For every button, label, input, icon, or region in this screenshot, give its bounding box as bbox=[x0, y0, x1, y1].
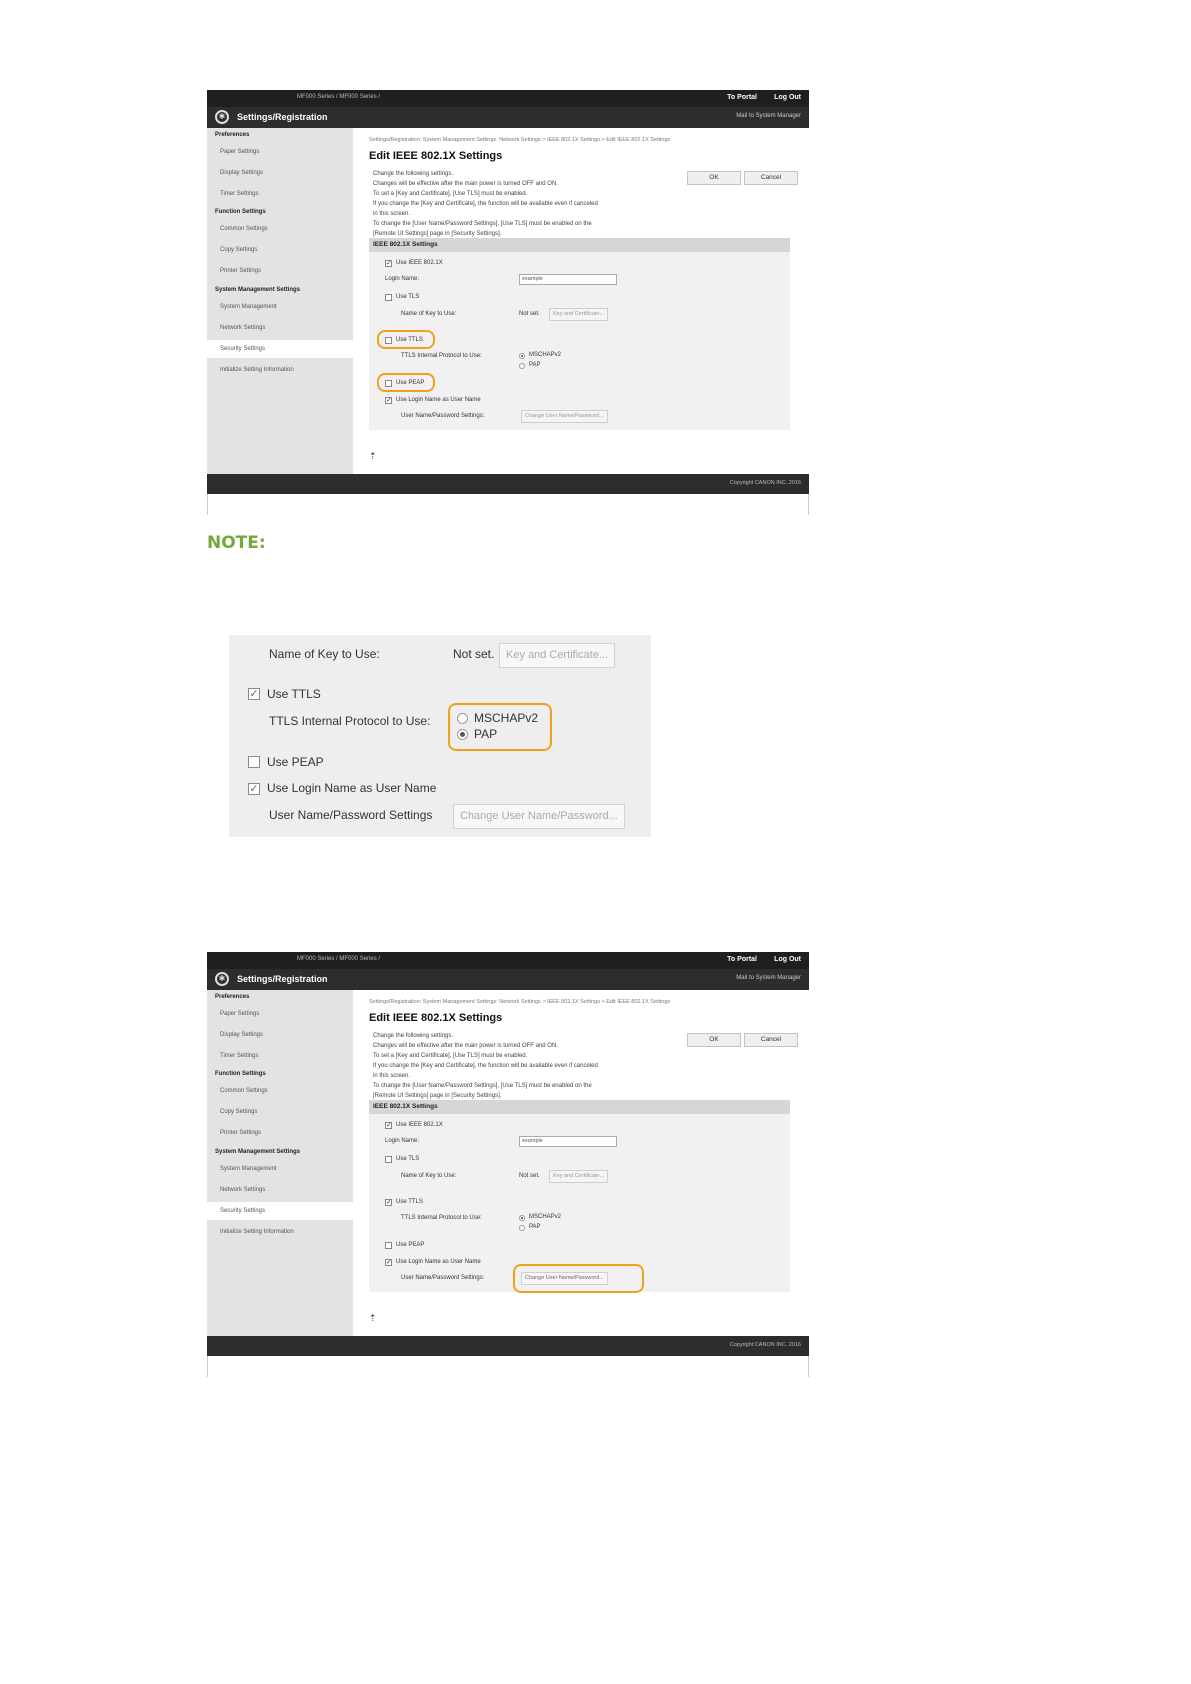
ok-button[interactable]: OK bbox=[687, 171, 741, 185]
sidebar-item-common[interactable]: Common Settings bbox=[220, 1088, 268, 1094]
sidebar-item-common[interactable]: Common Settings bbox=[220, 226, 268, 232]
log-out-link[interactable]: Log Out bbox=[774, 956, 801, 963]
use-peap-label: Use PEAP bbox=[396, 380, 425, 386]
title-bar bbox=[207, 107, 809, 128]
zoom-mschap-label: MSCHAPv2 bbox=[474, 711, 539, 725]
ttls-protocol-label: TTLS Internal Protocol to Use: bbox=[401, 1215, 482, 1221]
main-content bbox=[353, 990, 809, 1336]
sidebar-item-network[interactable]: Network Settings bbox=[220, 325, 266, 331]
pap-label: PAP bbox=[529, 362, 541, 368]
zoom-key-name-label: Name of Key to Use: bbox=[269, 647, 380, 661]
ttls-protocol-label: TTLS Internal Protocol to Use: bbox=[401, 353, 482, 359]
zoom-pap-radio[interactable] bbox=[457, 729, 468, 740]
use-login-as-user-checkbox[interactable]: ✓ bbox=[386, 397, 392, 404]
zoom-use-peap-label: Use PEAP bbox=[267, 755, 324, 769]
sidebar-section-system: System Management Settings bbox=[215, 287, 301, 293]
sidebar-item-display[interactable]: Display Settings bbox=[220, 170, 264, 176]
use-tls-checkbox[interactable] bbox=[385, 1156, 392, 1163]
use-ttls-label: Use TTLS bbox=[396, 1199, 423, 1205]
bottom-strip bbox=[207, 1356, 809, 1377]
screenshot-ttls-peap-highlight bbox=[207, 90, 809, 515]
top-bar bbox=[207, 952, 809, 969]
key-certificate-button[interactable]: Key and Certificate... bbox=[549, 308, 608, 321]
title-bar bbox=[207, 969, 809, 990]
app-title: Settings/Registration bbox=[237, 974, 328, 984]
pap-radio[interactable] bbox=[519, 363, 525, 369]
description-line: in this screen. bbox=[373, 211, 411, 217]
page-top-icon[interactable]: ⇡ bbox=[369, 451, 377, 461]
footer bbox=[207, 1336, 809, 1356]
zoom-use-ttls-checkbox[interactable]: ✓ bbox=[249, 688, 259, 700]
login-name-label: Login Name: bbox=[385, 276, 420, 282]
zoom-change-userpass-button[interactable]: Change User Name/Password... bbox=[453, 804, 625, 829]
screenshot-change-userpass-highlight bbox=[207, 952, 809, 1377]
description bbox=[373, 1031, 683, 1101]
cancel-button[interactable]: Cancel bbox=[744, 1033, 798, 1047]
to-portal-link[interactable]: To Portal bbox=[727, 94, 757, 101]
key-not-set: Not set. bbox=[519, 311, 540, 317]
use-tls-checkbox[interactable] bbox=[385, 294, 392, 301]
description-line: Changes will be effective after the main power is turned OFF and ON. bbox=[373, 181, 558, 187]
description-line: [Remote UI Settings] page in [Security Settings]. bbox=[373, 1093, 502, 1099]
zoom-use-peap-checkbox[interactable] bbox=[248, 756, 260, 768]
settings-gear-icon: ✱ bbox=[215, 110, 229, 124]
use-ttls-label: Use TTLS bbox=[396, 337, 423, 343]
zoom-key-certificate-button[interactable]: Key and Certificate... bbox=[499, 643, 615, 668]
top-bar bbox=[207, 90, 809, 107]
settings-gear-icon: ✱ bbox=[215, 972, 229, 986]
sidebar-item-timer[interactable]: Timer Settings bbox=[220, 1053, 259, 1059]
userpass-label: User Name/Password Settings: bbox=[401, 413, 485, 419]
use-ieee-checkbox[interactable]: ✓ bbox=[386, 1122, 392, 1129]
sidebar-item-system-management[interactable]: System Management bbox=[220, 304, 277, 310]
mail-to-manager-link[interactable]: Mail to System Manager bbox=[736, 113, 801, 119]
use-ieee-label: Use IEEE 802.1X bbox=[396, 260, 443, 266]
login-name-label: Login Name: bbox=[385, 1138, 420, 1144]
sidebar-item-network[interactable]: Network Settings bbox=[220, 1187, 266, 1193]
sidebar-item-timer[interactable]: Timer Settings bbox=[220, 191, 259, 197]
use-ieee-label: Use IEEE 802.1X bbox=[396, 1122, 443, 1128]
mschap-label: MSCHAPv2 bbox=[529, 1214, 562, 1220]
sidebar-section-function: Function Settings bbox=[215, 209, 266, 215]
use-peap-label: Use PEAP bbox=[396, 1242, 425, 1248]
page-title: Edit IEEE 802.1X Settings bbox=[369, 1012, 503, 1024]
mschap-radio[interactable] bbox=[519, 1215, 525, 1221]
breadcrumb: Settings/Registration: System Management Settings: Network Settings > IEEE 802.1X Settings > Edit IEEE 802.1X Settings bbox=[369, 999, 671, 1005]
sidebar-section-system: System Management Settings bbox=[215, 1149, 301, 1155]
sidebar-item-security[interactable]: Security Settings bbox=[220, 1208, 266, 1214]
ieee-settings-panel bbox=[369, 238, 790, 430]
use-login-as-user-label: Use Login Name as User Name bbox=[396, 1259, 481, 1265]
change-userpass-button[interactable]: Change User Name/Password... bbox=[521, 410, 608, 423]
use-login-as-user-label: Use Login Name as User Name bbox=[396, 397, 481, 403]
change-userpass-button[interactable]: Change User Name/Password... bbox=[521, 1272, 608, 1285]
key-not-set: Not set. bbox=[519, 1173, 540, 1179]
key-name-label: Name of Key to Use: bbox=[401, 1173, 457, 1179]
sidebar-item-printer[interactable]: Printer Settings bbox=[220, 268, 262, 274]
sidebar-item-initialize[interactable]: Initialize Setting Information bbox=[220, 1229, 294, 1235]
model-name: MF000 Series / MF000 Series / bbox=[297, 956, 381, 962]
mschap-radio[interactable] bbox=[519, 353, 525, 359]
zoom-use-login-as-user-checkbox[interactable]: ✓ bbox=[249, 783, 259, 795]
description-line: Changes will be effective after the main power is turned OFF and ON. bbox=[373, 1043, 558, 1049]
login-name-input[interactable]: example bbox=[519, 1136, 617, 1147]
sidebar-item-paper[interactable]: Paper Settings bbox=[220, 1011, 260, 1017]
sidebar-section-function: Function Settings bbox=[215, 1071, 266, 1077]
zoomed-ttls-panel bbox=[229, 635, 651, 837]
sidebar-item-system-management[interactable]: System Management bbox=[220, 1166, 277, 1172]
description-line: Change the following settings. bbox=[373, 1033, 454, 1039]
log-out-link[interactable]: Log Out bbox=[774, 94, 801, 101]
sidebar bbox=[207, 128, 353, 474]
peap-callout bbox=[377, 373, 435, 392]
pap-label: PAP bbox=[529, 1224, 541, 1230]
zoom-mschap-radio[interactable] bbox=[457, 713, 468, 724]
zoom-ttls-protocol-label: TTLS Internal Protocol to Use: bbox=[269, 714, 431, 728]
zoom-pap-label: PAP bbox=[474, 727, 498, 741]
ok-button[interactable]: OK bbox=[687, 1033, 741, 1047]
description-line: To set a [Key and Certificate], [Use TLS] must be enabled. bbox=[373, 1053, 528, 1059]
copyright: Copyright CANON INC. 2016 bbox=[729, 480, 801, 486]
ieee-settings-panel bbox=[369, 1100, 790, 1292]
mschap-label: MSCHAPv2 bbox=[529, 352, 562, 358]
sidebar-item-paper[interactable]: Paper Settings bbox=[220, 149, 260, 155]
zoom-use-ttls-label: Use TTLS bbox=[267, 687, 321, 701]
sidebar-section-preferences: Preferences bbox=[215, 132, 250, 138]
model-name: MF000 Series / MF000 Series / bbox=[297, 94, 381, 100]
zoom-use-login-as-user-label: Use Login Name as User Name bbox=[267, 781, 437, 795]
description-line: To change the [User Name/Password Settings], [Use TLS] must be enabled on the bbox=[373, 1083, 592, 1089]
sidebar bbox=[207, 990, 353, 1336]
description-line: To set a [Key and Certificate], [Use TLS] must be enabled. bbox=[373, 191, 528, 197]
description-line: To change the [User Name/Password Settings], [Use TLS] must be enabled on the bbox=[373, 221, 592, 227]
copyright: Copyright CANON INC. 2016 bbox=[729, 1342, 801, 1348]
sidebar-item-copy[interactable]: Copy Settings bbox=[220, 1109, 258, 1115]
zoom-userpass-label: User Name/Password Settings bbox=[269, 808, 433, 822]
ttls-callout bbox=[377, 330, 435, 349]
description-line: If you change the [Key and Certificate], the function will be available even if canceled bbox=[373, 201, 598, 207]
panel-title: IEEE 802.1X Settings bbox=[369, 1100, 790, 1114]
description-line: If you change the [Key and Certificate], the function will be available even if canceled bbox=[373, 1063, 598, 1069]
sidebar-section-preferences: Preferences bbox=[215, 994, 250, 1000]
sidebar-item-initialize[interactable]: Initialize Setting Information bbox=[220, 367, 294, 373]
use-ieee-checkbox[interactable]: ✓ bbox=[386, 260, 392, 267]
description-line: [Remote UI Settings] page in [Security Settings]. bbox=[373, 231, 502, 237]
userpass-label: User Name/Password Settings: bbox=[401, 1275, 485, 1281]
panel-title: IEEE 802.1X Settings bbox=[369, 238, 790, 252]
sidebar-item-printer[interactable]: Printer Settings bbox=[220, 1130, 262, 1136]
mail-to-manager-link[interactable]: Mail to System Manager bbox=[736, 975, 801, 981]
use-login-as-user-checkbox[interactable]: ✓ bbox=[386, 1259, 392, 1266]
key-name-label: Name of Key to Use: bbox=[401, 311, 457, 317]
main-content bbox=[353, 128, 809, 474]
pap-radio[interactable] bbox=[519, 1225, 525, 1231]
sidebar-item-copy[interactable]: Copy Settings bbox=[220, 247, 258, 253]
page-title: Edit IEEE 802.1X Settings bbox=[369, 150, 503, 162]
app-title: Settings/Registration bbox=[237, 112, 328, 122]
page-top-icon[interactable]: ⇡ bbox=[369, 1313, 377, 1323]
description-line: Change the following settings. bbox=[373, 171, 454, 177]
bottom-strip bbox=[207, 494, 809, 515]
use-tls-label: Use TLS bbox=[396, 1156, 420, 1162]
description bbox=[373, 169, 683, 239]
change-userpass-callout bbox=[513, 1264, 644, 1293]
description-line: in this screen. bbox=[373, 1073, 411, 1079]
zoom-key-not-set: Not set. bbox=[453, 647, 495, 661]
to-portal-link[interactable]: To Portal bbox=[727, 956, 757, 963]
footer bbox=[207, 474, 809, 494]
sidebar-item-security[interactable]: Security Settings bbox=[220, 346, 266, 352]
breadcrumb: Settings/Registration: System Management Settings: Network Settings > IEEE 802.1X Settings > Edit IEEE 802.1X Settings bbox=[369, 137, 671, 143]
use-ttls-checkbox[interactable]: ✓ bbox=[386, 1199, 392, 1206]
login-name-input[interactable]: example bbox=[519, 274, 617, 285]
key-certificate-button[interactable]: Key and Certificate... bbox=[549, 1170, 608, 1183]
cancel-button[interactable]: Cancel bbox=[744, 171, 798, 185]
use-tls-label: Use TLS bbox=[396, 294, 420, 300]
use-peap-checkbox[interactable] bbox=[385, 1242, 392, 1249]
sidebar-item-display[interactable]: Display Settings bbox=[220, 1032, 264, 1038]
note-heading: NOTE: bbox=[207, 533, 266, 553]
